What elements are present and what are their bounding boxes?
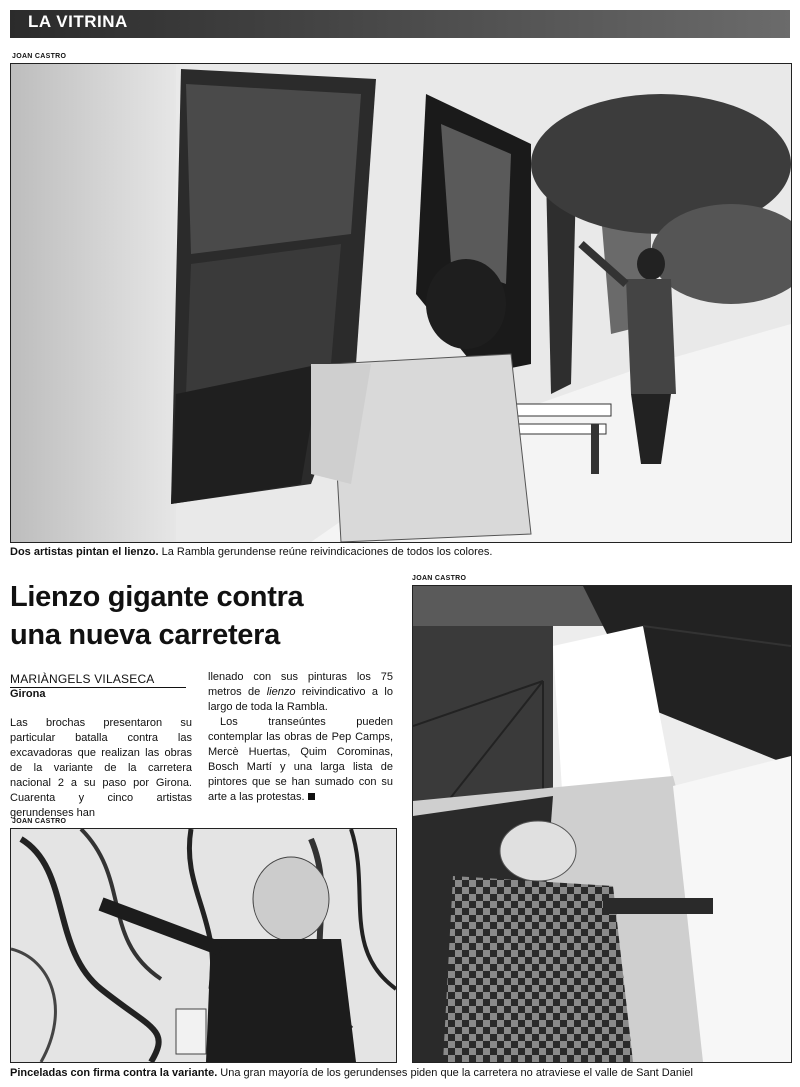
body-paragraph [208, 715, 393, 805]
top-photo-caption [10, 545, 790, 559]
photo-credit: JOAN CASTRO [12, 818, 67, 825]
bottom-caption [10, 1066, 795, 1080]
top-caption-text: La Rambla gerundense reúne reivindicaciones de todos los colores. [158, 546, 493, 558]
article-headline [10, 578, 390, 654]
right-photo [412, 585, 792, 1063]
headline-line-1: Lienzo gigante contra [10, 581, 304, 613]
article-body-col-2 [208, 670, 393, 805]
bottom-left-photo [10, 828, 397, 1063]
end-mark [308, 793, 315, 800]
body-paragraph [208, 670, 393, 715]
article-body-col-1 [10, 716, 192, 821]
headline-line-2: una nueva carretera [10, 619, 280, 651]
section-label: LA VITRINA [28, 12, 128, 31]
top-caption-bold: Dos artistas pintan el lienzo. [10, 546, 159, 558]
bottom-caption-text: Una gran mayoría de los gerundenses piden que la carretera no atraviese el valle de Sant Daniel [217, 1067, 693, 1079]
body-paragraph: Las brochas presentaron su particular batalla contra las excavadoras que realizan las obras de la variante de la carretera nacional 2 a su paso por Girona. Cuarenta y cinco artistas gerundenses han [10, 717, 192, 819]
bottom-caption-bold: Pinceladas con firma contra la variante. [10, 1067, 218, 1079]
top-photo [10, 63, 792, 543]
byline-author: MARIÀNGELS VILASECA [10, 672, 186, 688]
body-italic: lienzo [266, 686, 296, 698]
body-text: Los transeúntes pueden contemplar las obras de Pep Camps, Mercè Huertas, Quim Corominas, Bosch Martí y una larga lista de pintores que se han sumado con su arte a las protestas. [208, 716, 393, 803]
photo-credit: JOAN CASTRO [412, 575, 467, 582]
photo-credit: JOAN CASTRO [12, 53, 67, 60]
byline-place: Girona [10, 688, 46, 700]
body-text: reivindicativo a lo largo de toda la Rambla. [208, 686, 393, 713]
body-text: llenado con sus pinturas los 75 metros de [208, 671, 393, 698]
